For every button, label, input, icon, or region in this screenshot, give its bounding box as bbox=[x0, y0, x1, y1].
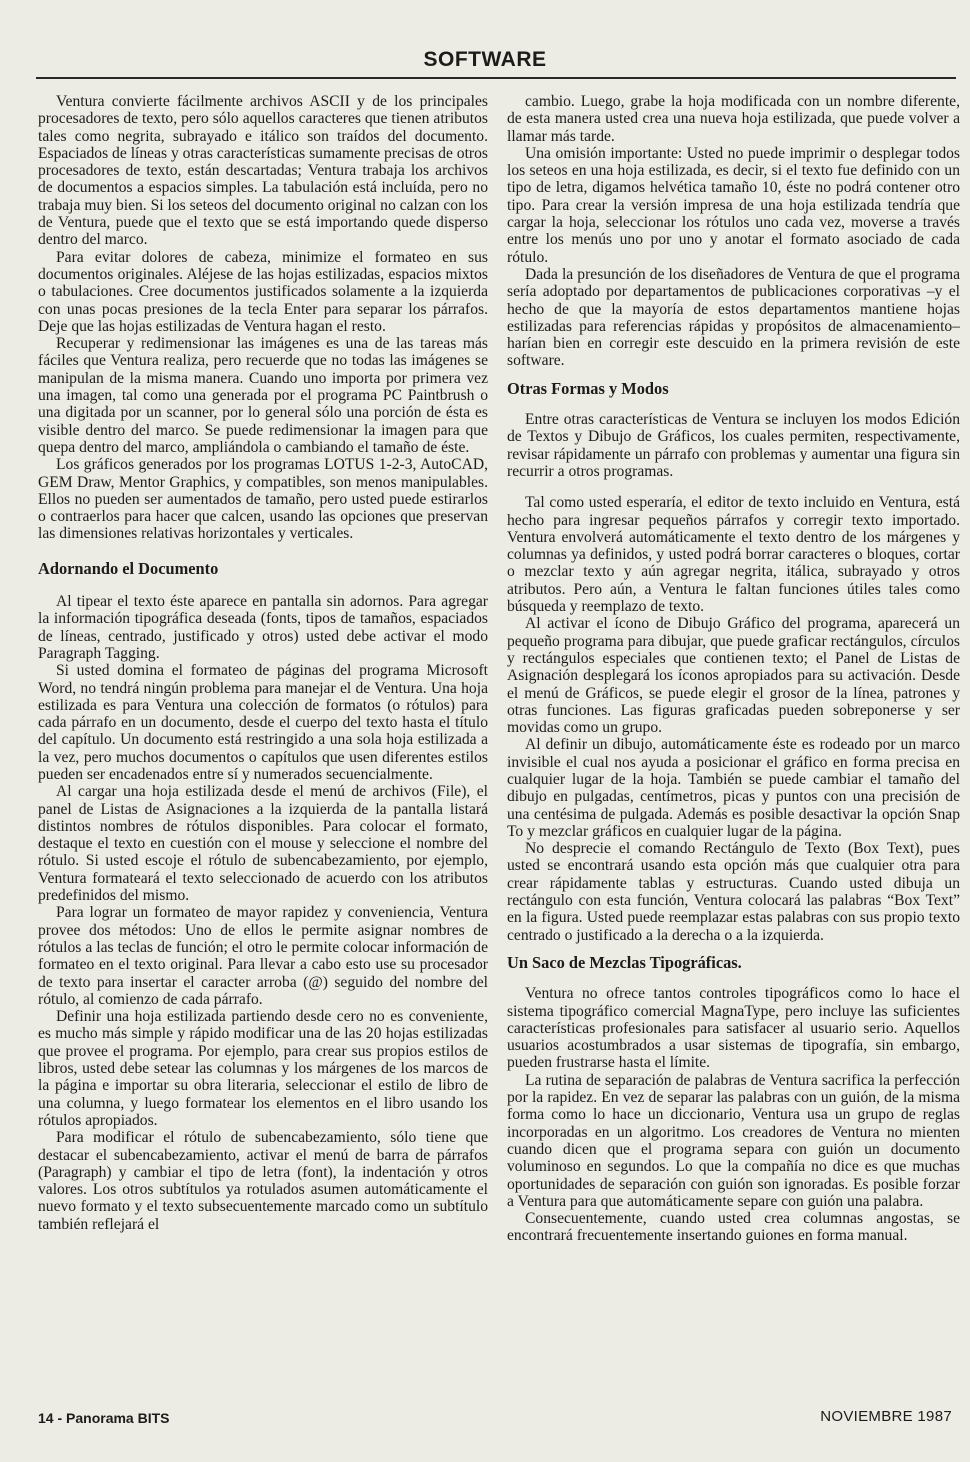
paragraph: Ventura no ofrece tantos controles tipográficos como lo hace el sistema tipográfico comercial MagnaType, pero incluye las suficientes características profesionales para satisfacer al usuario serio. Aquellos usuarios acostumbrados a usar sistemas de tipografía, sin embargo, pueden frustrarse hasta el límite. bbox=[507, 985, 960, 1072]
paragraph: Al activar el ícono de Dibujo Gráfico del programa, aparecerá un pequeño programa para dibujar, que puede graficar rectángulos, círculos y rectángulos especiales que contienen texto; el Panel de Listas de Asignación desplegará los íconos apropiados para su activación. Desde el menú de Gráficos, se puede elegir el grosor de la línea, patrones y otras funciones. Las figuras graficadas pueden sobreponerse y ser movidas como un grupo. bbox=[507, 615, 960, 737]
section-header: SOFTWARE bbox=[423, 48, 547, 71]
right-column bbox=[507, 93, 960, 1403]
header-rule bbox=[36, 77, 956, 79]
paragraph: Ventura convierte fácilmente archivos ASCII y de los principales procesadores de texto, pero sólo aquellos caracteres que tienen atributos tales como negrita, subrayado e itálico son traídos del documento. Espaciados de líneas y otras características sumamente precisas de otros procesadores de texto, están descartadas; Ventura trabaja los archivos de documentos a espacios simples. La tabulación está incluída, pero no trabaja muy bien. Si los seteos del documento original no calzan con los de Ventura, puede que el texto que se está importando quede disperso dentro del marco. bbox=[38, 93, 488, 249]
paragraph: Consecuentemente, cuando usted crea columnas angostas, se encontrará frecuentemente insertando guiones en forma manual. bbox=[507, 1210, 960, 1245]
paragraph: Definir una hoja estilizada partiendo desde cero no es conveniente, es mucho más simple y rápido modificar una de las 20 hojas estilizadas que provee el programa. Por ejemplo, para crear sus propios estilos de libros, usted debe setear las columnas y los márgenes de los marcos de la página e importar su obra literaria, seleccionar el estilo de libro de una columna, y luego formatear los elementos en el libro usando los rótulos apropiados. bbox=[38, 1008, 488, 1129]
footer-page-label: 14 - Panorama BITS bbox=[38, 1410, 170, 1426]
left-column bbox=[38, 93, 488, 1403]
paragraph: Una omisión importante: Usted no puede imprimir o desplegar todos los seteos en una hoja estilizada, es decir, si el texto fue definido con un tipo de letra, digamos helvética tamaño 10, éste no podrá contener otro tipo. Para crear la versión impresa de una hoja estilizada tendría que cargar la hoja, seleccionar los rótulos uno cada vez, moverse a través entre los menús uno por uno y anotar el formato asociado de cada rótulo. bbox=[507, 144, 960, 266]
paragraph: Dada la presunción de los diseñadores de Ventura de que el programa sería adoptado por departamentos de publicaciones corporativas –y el hecho de que la mayoría de estos departamentos mantiene hojas estilizadas para referencias rápidas y propósitos de almacenamiento– harían bien en corregir este descuido en la primera revisión de este software. bbox=[507, 265, 960, 370]
subheading-otras-formas: Otras Formas y Modos bbox=[507, 378, 669, 398]
paragraph: Los gráficos generados por los programas LOTUS 1-2-3, AutoCAD, GEM Draw, Mentor Graphics, y compatibles, son menos manipulables. Ellos no pueden ser aumentados de tamaño, pero usted puede estirarlos o contraerlos para hacer que calcen, usando las opciones que preservan las dimensiones relativas horizontales y verticales. bbox=[38, 456, 488, 543]
subheading-saco-de-mezclas: Un Saco de Mezclas Tipográficas. bbox=[507, 952, 742, 972]
paragraph: Al definir un dibujo, automáticamente éste es rodeado por un marco invisible el cual nos ayuda a posicionar el gráfico en forma precisa en cualquier lugar de la hoja. También se puede cambiar el tamaño del dibujo en pulgadas, centímetros, picas y puntos con una precisión de una centésima de pulgada. Además es posible desactivar la opción Snap To y mezclar gráficos en cualquier lugar de la página. bbox=[507, 736, 960, 840]
paragraph: Tal como usted esperaría, el editor de texto incluido en Ventura, está hecho para ingresar pequeños párrafos y corregir texto importado. Ventura envolverá automáticamente el texto dentro de los márgenes y columnas ya definidos, y usted podrá borrar caracteres o bloques, cortar o mezclar texto y aún agregar negrita, itálica, subrayado y otros atributos. Pero aún, a Ventura le faltan funciones útiles tales como búsqueda y reemplazo de texto. bbox=[507, 494, 960, 616]
paragraph: Al tipear el texto éste aparece en pantalla sin adornos. Para agregar la información tipográfica deseada (fonts, tipos de tamaños, espaciados de líneas, centrado, justificado y otros) usted debe activar el modo Paragraph Tagging. bbox=[38, 593, 488, 662]
paragraph: Para evitar dolores de cabeza, minimize el formateo en sus documentos originales. Aléjese de las hojas estilizadas, espacios mixtos o tabulaciones. Cree documentos justificados solamente a la izquierda con unas pocas presiones de la tecla Enter para separar los párrafos. Deje que las hojas estilizadas de Ventura hagan el resto. bbox=[38, 248, 488, 335]
paragraph: Para lograr un formateo de mayor rapidez y conveniencia, Ventura provee dos métodos: Uno de ellos le permite asignar nombres de rótulos a las teclas de función; el otro le permite colocar información de formateo en el texto original. Para llevar a cabo esto use su procesador de texto para insertar el caracter arroba (@) seguido del nombre del rótulo, al comienzo de cada párrafo. bbox=[38, 904, 488, 1008]
paragraph: No desprecie el comando Rectángulo de Texto (Box Text), pues usted se encontrará usando esta opción más que cualquier otra para crear rápidamente tablas y estructuras. Cuando usted dibuja un rectángulo con esta función, Ventura colocará las palabras “Box Text” en la figura. Usted puede reemplazar estas palabras con sus propio texto centrado o justificado a la derecha o a la izquierda. bbox=[507, 840, 960, 944]
paragraph: Para modificar el rótulo de subencabezamiento, sólo tiene que destacar el subencabezamiento, activar el menú de barra de párrafos (Paragraph) y cambiar el tipo de letra (font), la indentación y otros valores. Los otros subtítulos ya rotulados asumen automáticamente el nuevo formato y el texto subsecuentemente marcado como un subtítulo también reflejará el bbox=[38, 1129, 488, 1233]
subheading-adornando: Adornando el Documento bbox=[38, 558, 219, 578]
paragraph: Si usted domina el formateo de páginas del programa Microsoft Word, no tendrá ningún problema para manejar el de Ventura. Una hoja estilizada es para Ventura una colección de formatos (o rótulos) para cada párrafo en un documento, desde el cuerpo del texto hasta el título del capítulo. Un documento está restringido a una sola hoja estilizada a la vez, pero muchos documentos o capítulos que usen diferentes estilos pueden ser encadenados entre sí y numerados secuencialmente. bbox=[38, 662, 488, 783]
paragraph: Entre otras características de Ventura se incluyen los modos Edición de Textos y Dibujo de Gráficos, los cuales permiten, respectivamente, revisar rápidamente un párrafo con problemas y aumentar una figura sin recurrir a otros programas. bbox=[507, 411, 960, 480]
paragraph: cambio. Luego, grabe la hoja modificada con un nombre diferente, de esta manera usted crea una nueva hoja estilizada, que puede volver a llamar más tarde. bbox=[507, 93, 960, 145]
paragraph: Recuperar y redimensionar las imágenes es una de las tareas más fáciles que Ventura realiza, pero recuerde que no todas las imágenes se manipulan de la misma manera. Cuando uno importa por primera vez una imagen, tal como una generada por el programa PC Paintbrush o una digitada por un scanner, por lo general sólo una porción de ésta es visible dentro del marco. Se puede redimensionar la imagen para que quepa dentro del marco, ampliándola o cambiando el tamaño de éste. bbox=[38, 335, 488, 456]
paragraph-gap bbox=[507, 480, 960, 494]
paragraph: Al cargar una hoja estilizada desde el menú de archivos (File), el panel de Listas de Asignaciones a la izquierda de la pantalla listará distintos nombres de rótulos disponibles. Para colocar el formato, destaque el texto en cuestión con el mouse y seleccione el nombre del rótulo. Si usted escoje el rótulo de subencabezamiento, por ejemplo, Ventura formateará el texto seleccionado de acuerdo con los atributos predefinidos del mismo. bbox=[38, 783, 488, 905]
footer-date: NOVIEMBRE 1987 bbox=[820, 1408, 952, 1425]
paragraph: La rutina de separación de palabras de Ventura sacrifica la perfección por la rapidez. En vez de separar las palabras con un guión, de la misma forma como lo hace un diccionario, Ventura usa un grupo de reglas incorporadas en un algoritmo. Los creadores de Ventura no mienten cuando dicen que el programa separa con guión un documento voluminoso en segundos. Lo que la compañía no dice es que muchas oportunidades de separación con guión son ignoradas. Es posible forzar a Ventura para que automáticamente separe con guión una palabra. bbox=[507, 1071, 960, 1210]
